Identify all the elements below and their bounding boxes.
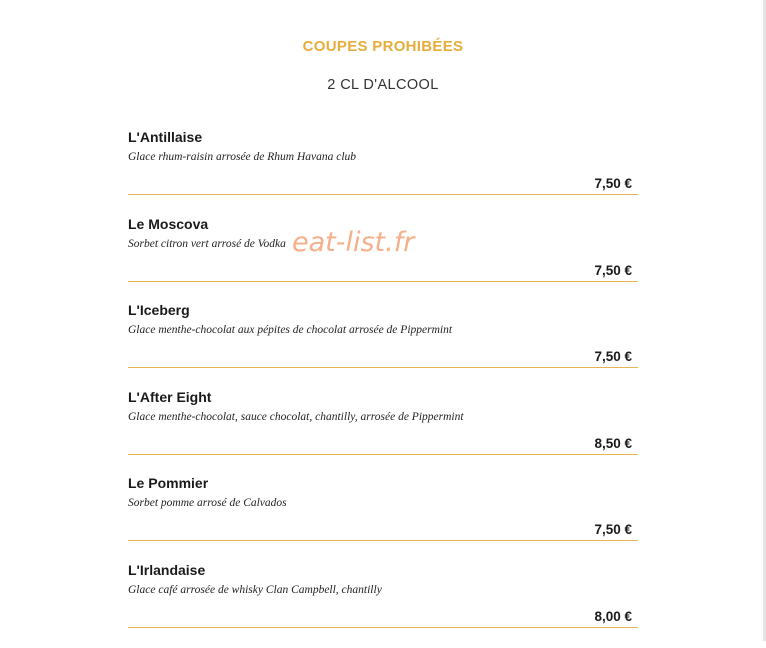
menu-item-name: L'After Eight	[128, 388, 212, 405]
menu-item-description: Glace rhum-raisin arrosée de Rhum Havana club	[128, 151, 357, 163]
menu-item-price: 7,50 €	[594, 262, 632, 278]
menu-item-name: L'Irlandaise	[128, 561, 206, 578]
menu-item-divider	[128, 194, 638, 195]
menu-item	[128, 388, 638, 475]
watermark: eat-list.fr	[292, 227, 415, 258]
menu-item-price: 7,50 €	[594, 349, 632, 365]
menu-item-name: L'Iceberg	[128, 302, 190, 319]
menu-item-description: Glace menthe-chocolat, sauce chocolat, chantilly, arrosée de Pippermint	[128, 410, 464, 423]
menu-item	[128, 128, 638, 215]
menu-item-description: Sorbet citron vert arrosé de Vodka	[128, 237, 286, 250]
menu-list	[128, 128, 638, 648]
menu-item	[128, 301, 638, 388]
section-title: COUPES PROHIBÉES	[302, 38, 464, 55]
menu-item-price: 7,50 €	[594, 522, 632, 538]
menu-item-name: Le Pommier	[128, 475, 209, 492]
menu-item-divider	[128, 281, 638, 282]
menu-item-divider	[128, 540, 638, 541]
menu-item	[128, 474, 638, 561]
menu-item-price: 8,50 €	[594, 435, 632, 451]
menu-item	[128, 561, 638, 648]
menu-item-price: 7,50 €	[594, 176, 632, 191]
menu-item-name: L'Antillaise	[128, 129, 203, 145]
menu-item-price: 8,00 €	[594, 608, 632, 624]
menu-item-description: Glace café arrosée de whisky Clan Campbell, chantilly	[128, 583, 382, 596]
menu-item-description: Glace menthe-chocolat aux pépites de chocolat arrosée de Pippermint	[128, 324, 453, 337]
section-subtitle: 2 CL D'ALCOOL	[327, 77, 439, 93]
menu-item-name: Le Moscova	[128, 215, 209, 232]
menu-item-divider	[128, 367, 638, 368]
menu-item-divider	[128, 454, 638, 455]
menu-item-description: Sorbet pomme arrosé de Calvados	[128, 497, 287, 510]
menu-item-divider	[128, 627, 638, 628]
